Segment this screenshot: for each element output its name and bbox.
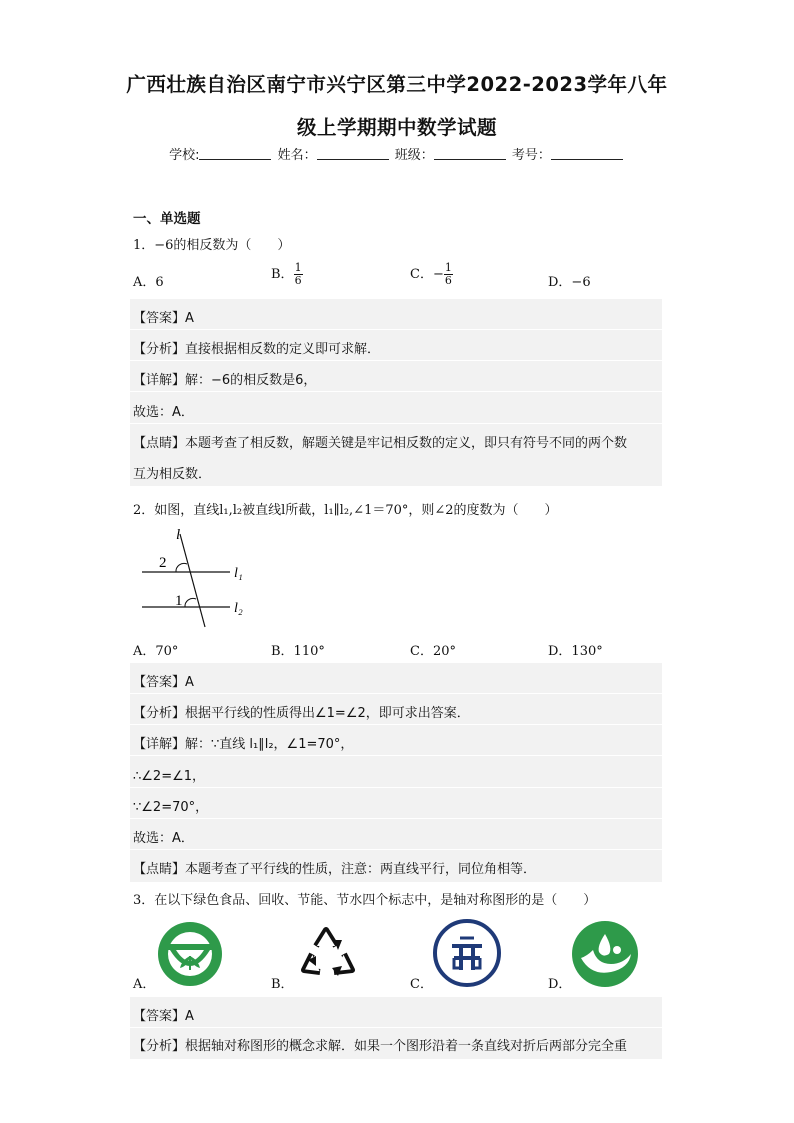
q2-separator-6 (130, 849, 662, 850)
q1-choose: 故选：A． (133, 405, 194, 420)
class-label: 班级： (394, 148, 434, 163)
q2-option-c: C．20° (410, 644, 456, 659)
q2-figure (130, 528, 255, 632)
q3-analysis: 【分析】根据轴对称图形的概念求解．如果一个图形沿着一条直线对折后两部分完全重 (133, 1039, 628, 1054)
q2-separator-3 (130, 755, 662, 756)
q1-separator-3 (130, 391, 662, 392)
q3-option-c: C． (410, 977, 433, 992)
name-blank[interactable] (317, 147, 389, 160)
label-angle-1: 1 (175, 593, 183, 609)
q2-answer: 【答案】A (133, 675, 194, 690)
q1-option-b-prefix: B． (271, 267, 294, 282)
label-l2: l₂ (234, 601, 243, 616)
q1-option-c-prefix: C．− (410, 267, 444, 282)
label-l: l (176, 528, 181, 543)
q3-answer-panel (130, 997, 662, 1059)
q1-detail: 【详解】解：−6的相反数是6， (133, 373, 317, 388)
q1-b-denominator: 6 (294, 274, 302, 287)
water-saving-logo-icon (571, 920, 639, 988)
q2-option-a: A．70° (133, 644, 179, 659)
q2-analysis: 【分析】根据平行线的性质得出∠1=∠2，即可求出答案． (133, 706, 470, 721)
q3-answer: 【答案】A (133, 1009, 194, 1024)
q1-analysis: 【分析】直接根据相反数的定义即可求解． (133, 342, 381, 357)
q2-separator-4 (130, 787, 662, 788)
q2-answer-panel (130, 663, 662, 882)
q1-option-a: A．6 (133, 275, 164, 290)
q1-option-b-fraction (294, 262, 303, 287)
q1-answer-panel (130, 299, 662, 486)
q2-stem: 2．如图，直线l₁,l₂被直线l所截，l₁∥l₂,∠1＝70°，则∠2的度数为（ ） (133, 503, 558, 518)
q1-option-d: D．−6 (548, 275, 591, 290)
q1-comment-line2: 互为相反数． (133, 467, 212, 482)
q1-option-b (271, 262, 303, 287)
school-label: 学校: (169, 148, 200, 163)
q2-step1: ∴∠2=∠1， (133, 769, 206, 784)
angle-1-arc (185, 598, 196, 607)
q2-detail: 【详解】解：∵直线 l₁∥l₂，∠1=70°， (133, 737, 354, 752)
q1-separator-2 (130, 360, 662, 361)
number-label: 考号： (511, 148, 551, 163)
q1-c-denominator: 6 (444, 274, 452, 287)
q2-step2: ∵∠2=70°， (133, 800, 209, 815)
section-heading: 一、单选题 (133, 211, 201, 227)
q2-option-b: B．110° (271, 644, 325, 659)
angle-2-arc (176, 563, 187, 572)
q2-choose: 故选：A． (133, 831, 194, 846)
q3-separator-1 (130, 1027, 662, 1028)
transversal-l (180, 534, 205, 627)
class-blank[interactable] (434, 147, 506, 160)
recycle-logo-icon (296, 924, 360, 984)
q1-answer: 【答案】A (133, 311, 194, 326)
q2-option-d: D．130° (548, 644, 603, 659)
q1-comment-line1: 【点睛】本题考查了相反数，解题关键是牢记相反数的定义，即只有符号不同的两个数 (133, 436, 628, 451)
school-blank[interactable] (199, 147, 271, 160)
q3-option-b: B． (271, 977, 294, 992)
q1-separator-4 (130, 423, 662, 424)
q2-comment: 【点睛】本题考查了平行线的性质，注意：两直线平行，同位角相等． (133, 862, 537, 877)
number-blank[interactable] (551, 147, 623, 160)
q2-separator-1 (130, 693, 662, 694)
q1-separator-1 (130, 329, 662, 330)
q1-b-numerator: 1 (294, 261, 302, 274)
doc-title-line1: 广西壮族自治区南宁市兴宁区第三中学2022-2023学年八年 (126, 73, 668, 96)
label-l1: l₁ (234, 566, 243, 581)
q3-option-d: D． (548, 977, 572, 992)
q1-c-numerator: 1 (444, 261, 452, 274)
student-info-line (0, 144, 794, 163)
q1-stem: 1．−6的相反数为（ ） (133, 238, 291, 253)
q3-option-a: A． (133, 977, 156, 992)
green-food-logo-icon (156, 920, 224, 988)
name-label: 姓名： (277, 148, 317, 163)
energy-saving-logo-icon (432, 918, 502, 988)
doc-title-line2: 级上学期期中数学试题 (296, 116, 497, 139)
label-angle-2: 2 (159, 555, 167, 571)
q2-separator-2 (130, 724, 662, 725)
q2-separator-5 (130, 818, 662, 819)
q3-stem: 3．在以下绿色食品、回收、节能、节水四个标志中，是轴对称图形的是（ ） (133, 893, 597, 908)
q1-option-c (410, 262, 453, 287)
q1-option-c-fraction (444, 262, 453, 287)
